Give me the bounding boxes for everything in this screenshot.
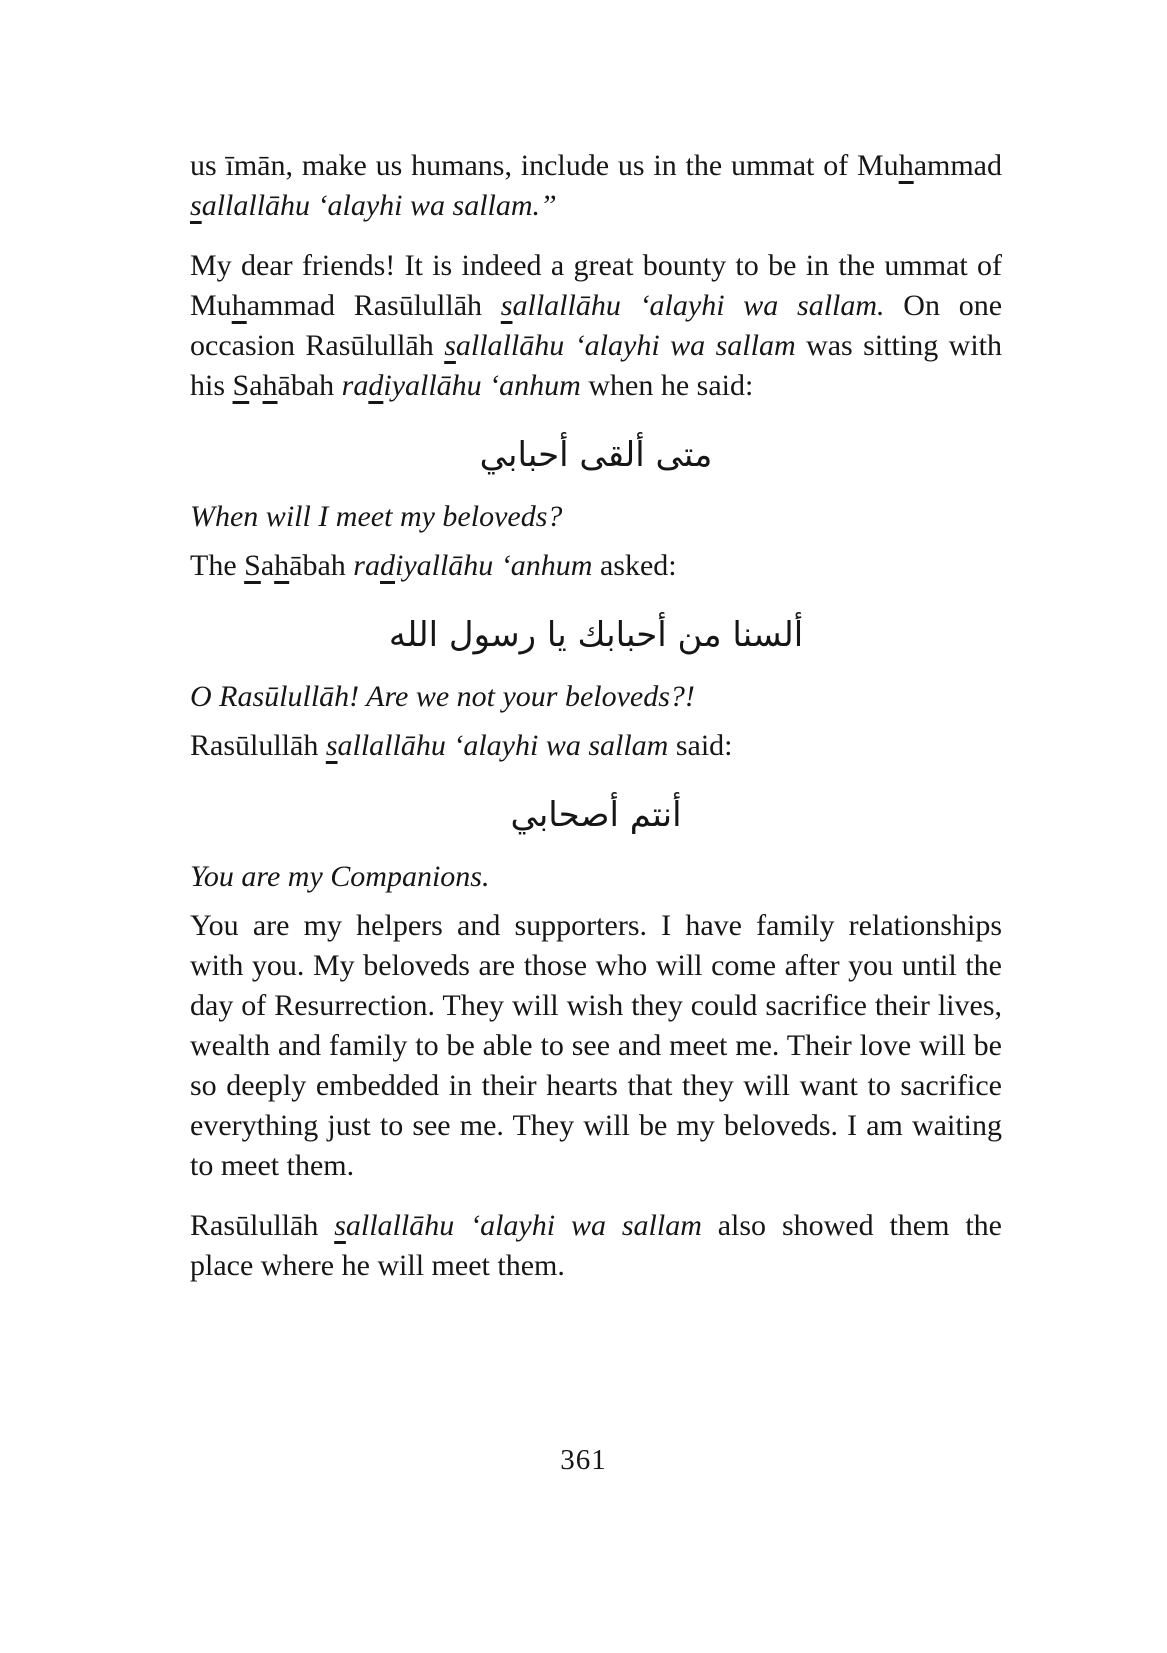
text-segment: h <box>274 549 290 582</box>
text-segment: allallāhu ‘alayhi wa sallam.” <box>201 189 557 222</box>
text-segment: also showed them the place where he will meet them. <box>190 1209 1002 1282</box>
text-segment: allallāhu ‘alayhi wa sallam. <box>512 289 885 322</box>
text-segment: a <box>249 369 263 402</box>
text-segment: a <box>260 549 275 582</box>
page-content <box>190 146 1002 1306</box>
text-segment: s <box>444 329 456 362</box>
text-segment: S <box>232 369 250 402</box>
body-paragraph <box>190 906 1002 1186</box>
text-segment: iyallāhu ‘anhum <box>394 549 593 582</box>
text-segment: My dear friends! It is indeed a great bounty to be in the ummat of Mu <box>190 249 1002 322</box>
translation-line: When will I meet my beloveds? <box>190 500 563 533</box>
text-segment: S <box>244 549 261 582</box>
text-segment: ra <box>353 549 380 582</box>
text-segment: h <box>231 289 247 322</box>
text-segment: when he said: <box>580 369 754 402</box>
body-paragraph <box>190 726 1002 766</box>
text-segment: ābah <box>277 369 342 402</box>
text-segment: s <box>190 189 202 222</box>
text-segment: s <box>500 289 513 322</box>
text-segment: h <box>262 369 278 402</box>
text-segment: ābah <box>289 549 354 582</box>
text-segment: On one occasion Rasūlullāh <box>190 289 1003 362</box>
text-segment: said: <box>668 729 733 762</box>
text-segment: ammad Rasūlullāh <box>246 289 501 322</box>
page-number: 361 <box>560 1444 607 1476</box>
body-paragraph <box>190 146 1002 226</box>
text-segment: allallāhu ‘alayhi wa sallam <box>455 329 796 362</box>
text-segment: h <box>898 149 914 182</box>
text-segment: ra <box>341 369 369 402</box>
arabic-verse: متى ألقى أحبابي <box>479 435 713 475</box>
body-paragraph <box>190 1206 1002 1286</box>
translation-line: You are my Companions. <box>190 860 490 893</box>
arabic-verse: ألسنا من أحبابك يا رسول الله <box>388 615 804 655</box>
text-segment: Rasūlullāh <box>190 1209 335 1242</box>
text-segment: allallāhu ‘alayhi wa sallam <box>345 1209 702 1242</box>
text-segment: allallāhu ‘alayhi wa sallam <box>337 729 669 762</box>
text-segment: You are my helpers and supporters. I have family relationships with you. My beloveds are those who will come after you until the day of Resurrection. They will wish they could sacrifice their lives, wealth and family to be able to see and meet me. Their love will be so deeply embedded in their hearts that they will want to sacrifice everything just to see me. They will be my beloveds. I am waiting to meet them. <box>190 909 1002 1182</box>
text-segment: s <box>334 1209 346 1242</box>
text-segment: s <box>325 729 338 762</box>
body-paragraph <box>190 246 1002 406</box>
text-segment: d <box>379 549 395 582</box>
text-segment: Rasūlullāh <box>190 729 326 762</box>
text-segment: us īmān, make us humans, include us in the ummat of Mu <box>190 149 899 182</box>
body-paragraph <box>190 546 1002 586</box>
text-segment: ammad <box>913 149 1002 182</box>
text-segment: asked: <box>592 549 677 582</box>
text-segment: iyallāhu ‘anhum <box>383 369 581 402</box>
translation-line: O Rasūlullāh! Are we not your beloveds?! <box>190 680 695 713</box>
text-segment: was sitting with his <box>190 329 1002 402</box>
text-segment: d <box>368 369 384 402</box>
arabic-verse: أنتم أصحابي <box>510 795 682 835</box>
text-segment: The <box>190 549 245 582</box>
